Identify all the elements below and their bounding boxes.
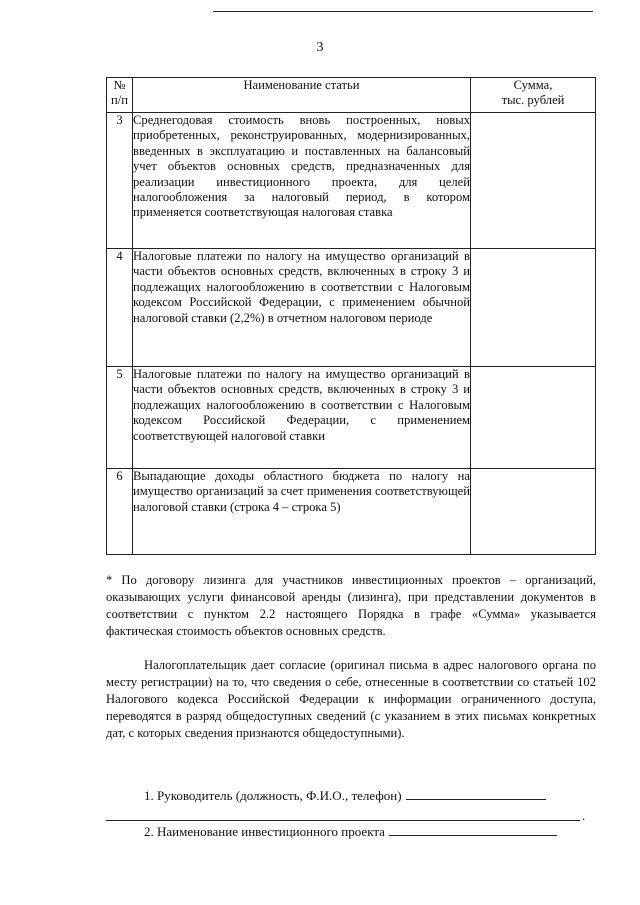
head-label: 1. Руководитель (должность, Ф.И.О., телефон) <box>144 788 402 803</box>
table-row <box>107 113 596 249</box>
row-item-text: Выпадающие доходы областного бюджета по налогу на имущество организаций за счет применения соответствующей налоговой ставки (строка 4 – строка 5) <box>133 469 470 514</box>
table-row <box>107 249 596 367</box>
row-number: 5 <box>107 367 133 469</box>
header-item-name-label: Наименование статьи <box>243 78 360 92</box>
header-number-symbol: № <box>113 78 126 92</box>
row-number: 6 <box>107 469 133 555</box>
header-number <box>107 78 133 113</box>
footnote: * По договору лизинга для участников инвестиционных проектов – организаций, оказывающих услуги финансовой аренды (лизинга), при представлении документов в соответствии с пунктом 2.2 настоящего Порядка в графе «Сумма» указывается фактическая стоимость объектов основных средств. <box>106 573 596 638</box>
row-item-name <box>133 469 471 555</box>
row-sum-cell <box>471 249 596 367</box>
header-sum-label: Сумма, <box>513 78 553 92</box>
header-number-abbr: п/п <box>111 93 128 108</box>
project-fill-line <box>389 822 557 836</box>
project-label: 2. Наименование инвестиционного проекта <box>144 824 385 839</box>
table-header-row <box>107 78 596 113</box>
top-rule <box>213 11 593 12</box>
row-item-name <box>133 249 471 367</box>
row-item-text: Среднегодовая стоимость вновь построенных, новых приобретенных, реконструированных, модернизированных, введенных в эксплуатацию и поставленных на балансовый учет объектов основных средств, предназначенных для реализации инвестиционного проекта, для целей налогообложения за налоговый период, в котором применяется соответствующая налоговая ставка <box>133 113 470 220</box>
consent-paragraph: Налогоплательщик дает согласие (оригинал письма в адрес налогового органа по месту регистрации) на то, что сведения о себе, отнесенные в соответствии со статьей 102 Налогового кодекса Российской Федерации к информации ограниченного доступа, переводятся в разряд общедоступных сведений (с указанием в этих письмах конкретных дат, с которых сведения признаются общедоступными). <box>106 658 596 740</box>
header-sum-unit: тыс. рублей <box>501 93 565 108</box>
table-row <box>107 367 596 469</box>
page-number: 3 <box>316 40 324 55</box>
row-item-text: Налоговые платежи по налогу на имущество организаций в части объектов основных средств, включенных в строку 3 и подлежащих налогообложению в соответствии с Налоговым кодексом Российской Федерации, с применением соответствующей налоговой ставки <box>133 367 470 443</box>
row-number: 4 <box>107 249 133 367</box>
head-fill-line <box>406 786 546 800</box>
row-sum-cell <box>471 469 596 555</box>
row-number: 3 <box>107 113 133 249</box>
items-table <box>106 77 596 555</box>
signature-line-project <box>144 822 557 840</box>
row-item-name <box>133 367 471 469</box>
signature-line-head <box>144 786 546 804</box>
row-sum-cell <box>471 367 596 469</box>
blank-fill-line <box>106 820 580 821</box>
row-item-text: Налоговые платежи по налогу на имущество организаций в части объектов основных средств, включенных в строку 3 и подлежащих налогообложению в соответствии с Налоговым кодексом Российской Федерации, с применением обычной налоговой ставки (2,2%) в отчетном налоговом периоде <box>133 249 470 325</box>
header-item-name <box>133 78 471 113</box>
line-end-dot: . <box>582 808 586 823</box>
table-row <box>107 469 596 555</box>
header-sum <box>471 78 596 113</box>
row-sum-cell <box>471 113 596 249</box>
row-item-name <box>133 113 471 249</box>
